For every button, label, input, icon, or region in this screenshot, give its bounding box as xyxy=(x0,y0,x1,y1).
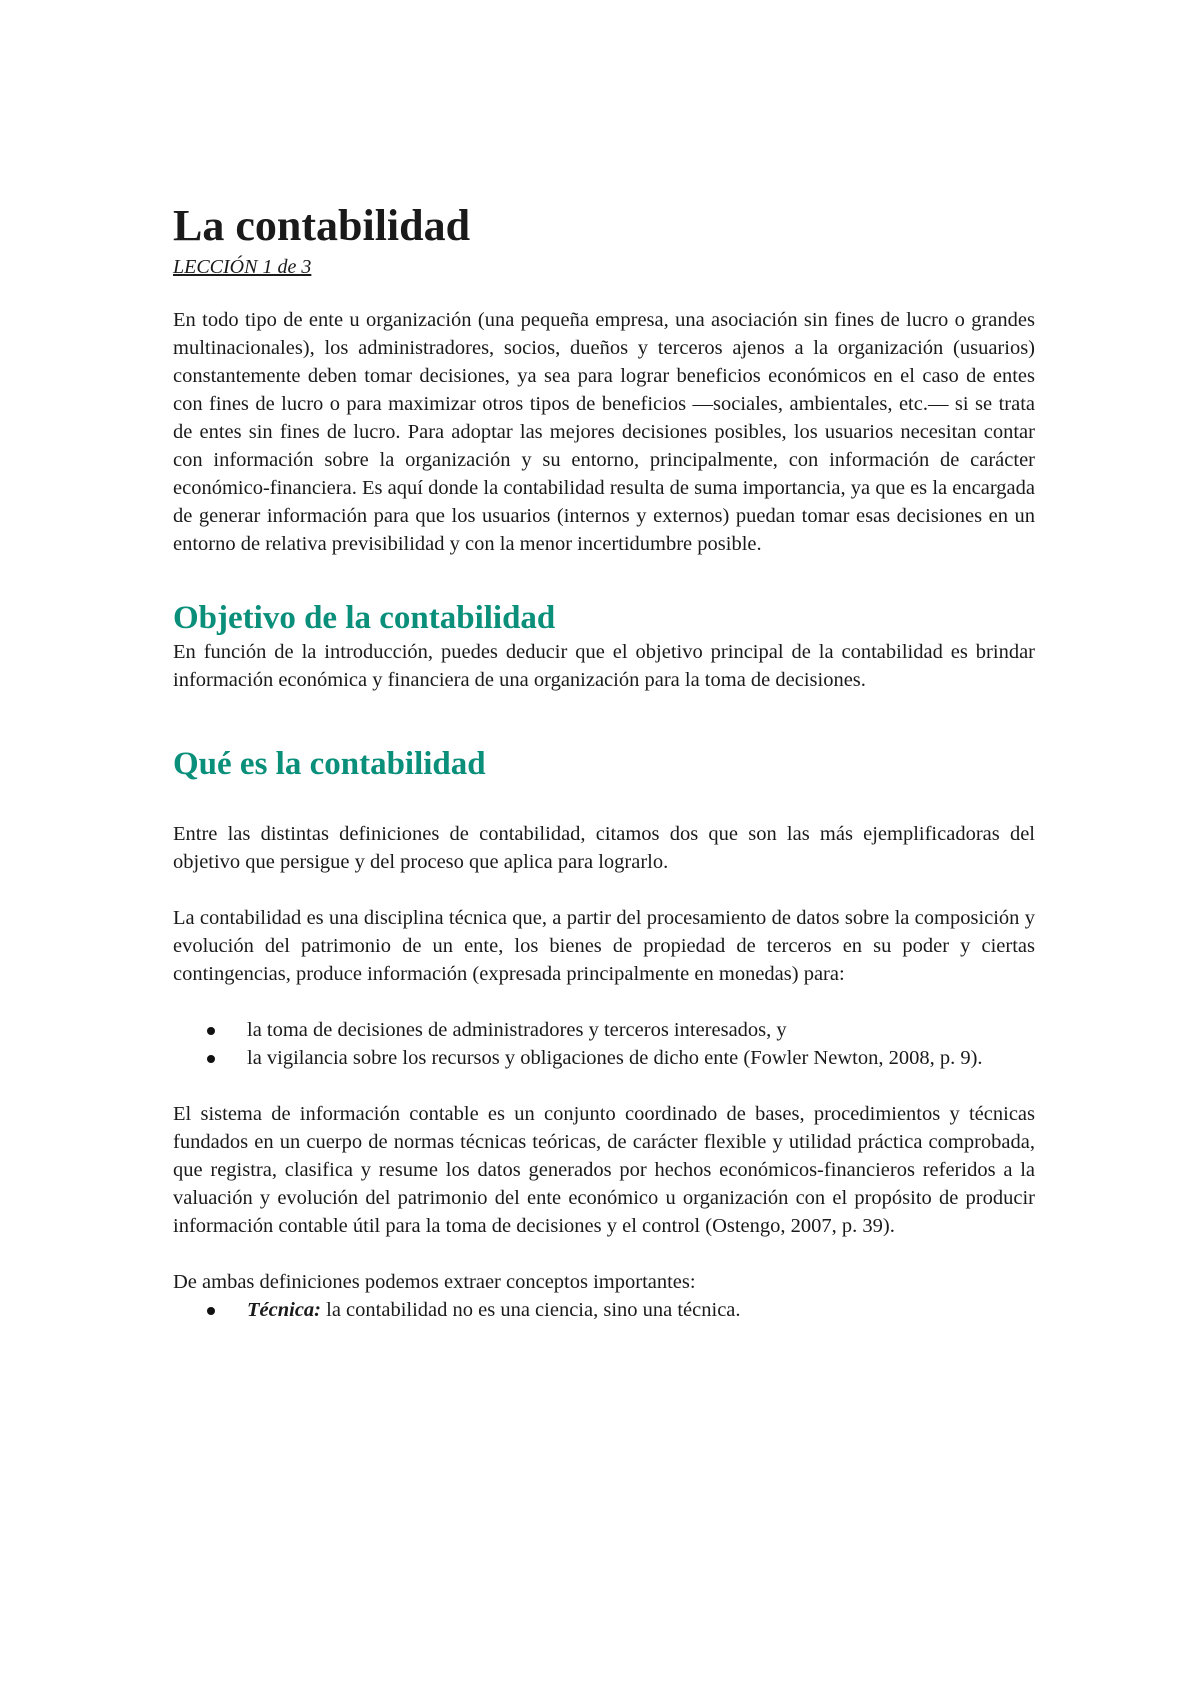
bullet-icon xyxy=(207,1055,215,1063)
objetivo-heading: Objetivo de la contabilidad xyxy=(173,600,556,636)
list-item-text: la vigilancia sobre los recursos y obligaciones de dicho ente (Fowler Newton, 2008, p. 9). xyxy=(247,1047,983,1069)
concepts-list xyxy=(173,1296,1035,1324)
document-page xyxy=(173,200,1035,1324)
definition-1-paragraph: La contabilidad es una disciplina técnica que, a partir del procesamiento de datos sobre la composición y evolución del patrimonio de un ente, los bienes de propiedad de terceros en su poder y ciertas contingencias, produce información (expresada principalmente en monedas) para: xyxy=(173,907,1035,985)
definition-2-paragraph: El sistema de información contable es un conjunto coordinado de bases, procedimientos y técnicas fundados en un cuerpo de normas técnicas teóricas, de carácter flexible y utilidad práctica comprobada, que registra, clasifica y resume los datos generados por hechos económicos-financieros referidos a la valuación y evolución del patrimonio del ente económico u organización con el propósito de producir información contable útil para la toma de decisiones y el control (Ostengo, 2007, p. 39). xyxy=(173,1103,1035,1237)
intro-paragraph: En todo tipo de ente u organización (una pequeña empresa, una asociación sin fines de lucro o grandes multinacionales), los administradores, socios, dueños y terceros ajenos a la organización (usuarios) constantemente deben tomar decisiones, ya sea para lograr beneficios económicos en el caso de entes con fines de lucro o para maximizar otros tipos de beneficios —sociales, ambientales, etc.— si se trata de entes sin fines de lucro. Para adoptar las mejores decisiones posibles, los usuarios necesitan contar con información sobre la organización y su entorno, principalmente, con información de carácter económico-financiera. Es aquí donde la contabilidad resulta de suma importancia, ya que es la encargada de generar información para que los usuarios (internos y externos) puedan tomar esas decisiones en un entorno de relativa previsibilidad y con la menor incertidumbre posible. xyxy=(173,309,1035,555)
concepts-intro-paragraph: De ambas definiciones podemos extraer conceptos importantes: xyxy=(173,1271,696,1293)
list-item xyxy=(173,1044,1035,1072)
concept-text: la contabilidad no es una ciencia, sino una técnica. xyxy=(321,1299,741,1321)
list-item xyxy=(173,1016,1035,1044)
concept-term: Técnica xyxy=(247,1299,315,1321)
list-item-text: la toma de decisiones de administradores y terceros interesados, y xyxy=(247,1019,787,1041)
definition-1-list xyxy=(173,1016,1035,1072)
bullet-icon xyxy=(207,1027,215,1035)
lesson-label: LECCIÓN 1 de 3 xyxy=(173,256,312,278)
objetivo-paragraph: En función de la introducción, puedes deducir que el objetivo principal de la contabilidad es brindar información económica y financiera de una organización para la toma de decisiones. xyxy=(173,641,1035,691)
definitions-intro-paragraph: Entre las distintas definiciones de contabilidad, citamos dos que son las más ejemplificadoras del objetivo que persigue y del proceso que aplica para lograrlo. xyxy=(173,823,1035,873)
bullet-icon xyxy=(207,1307,215,1315)
list-item xyxy=(173,1296,1035,1324)
document-title: La contabilidad xyxy=(173,201,471,250)
concept-separator: : xyxy=(314,1299,321,1321)
que-es-heading: Qué es la contabilidad xyxy=(173,746,486,782)
